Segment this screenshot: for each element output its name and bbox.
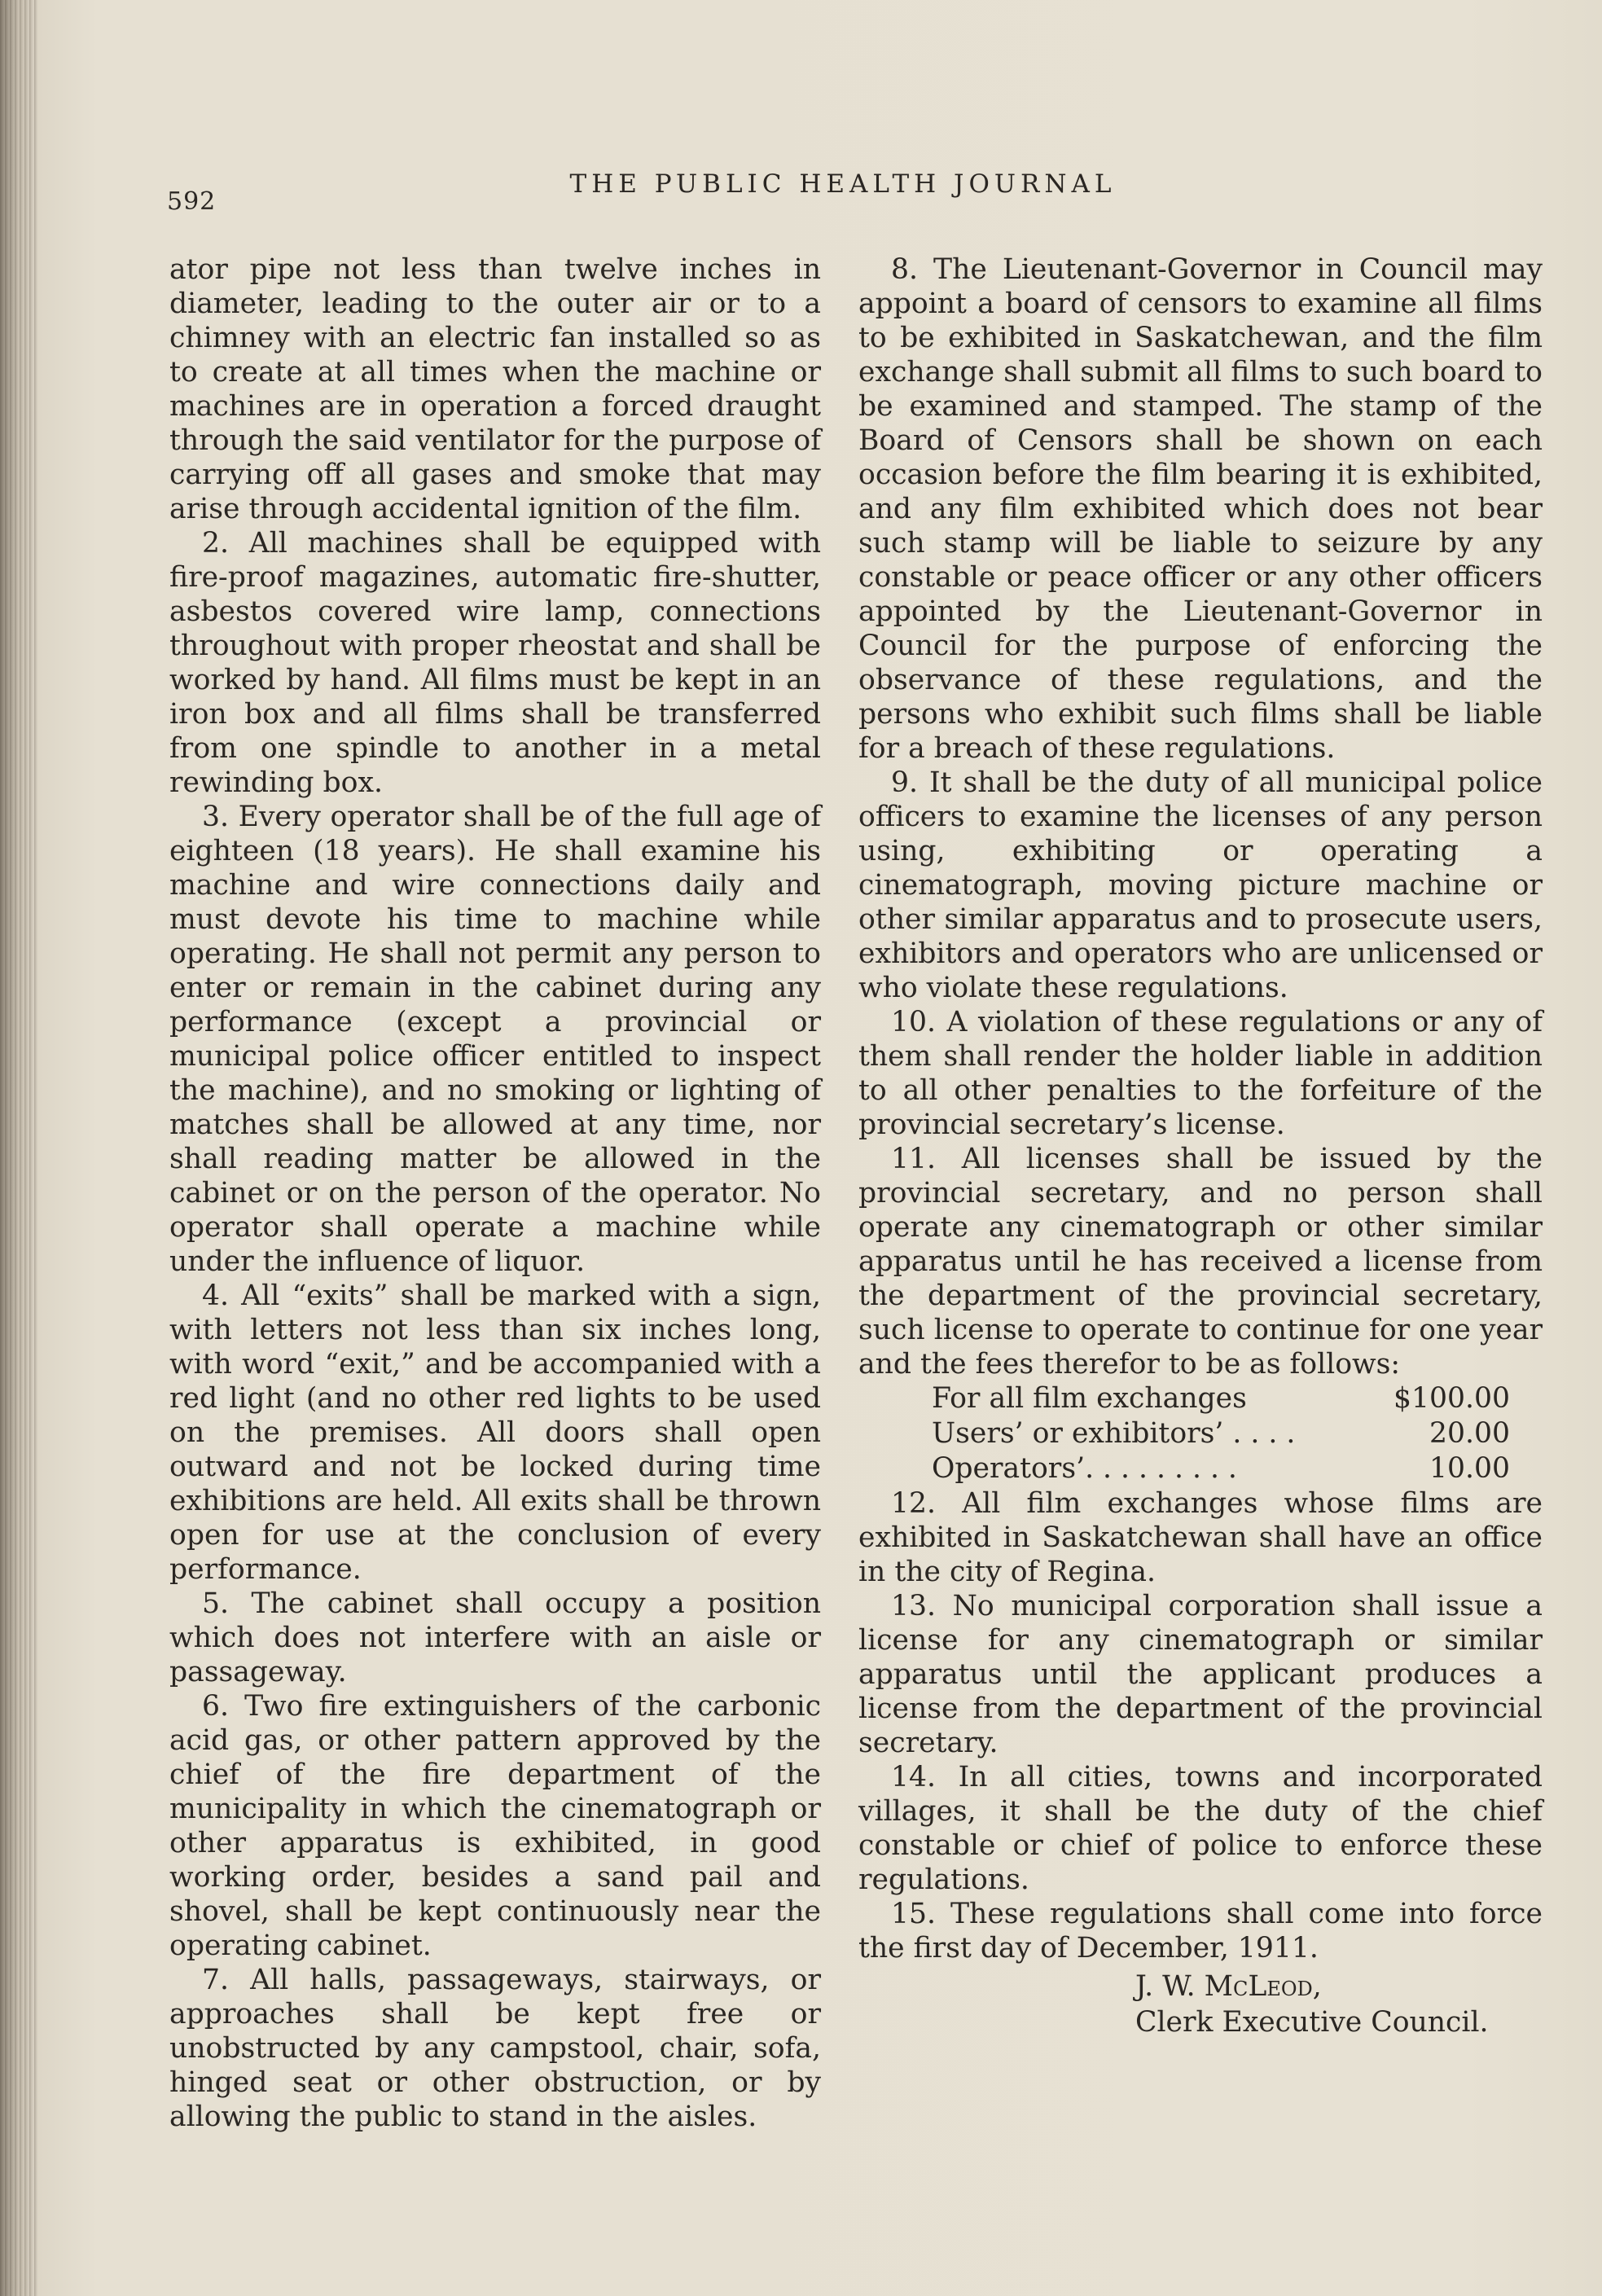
fee-label: Users’ or exhibitors’ . . . . xyxy=(932,1417,1296,1450)
page-binding-edge xyxy=(0,0,37,2296)
left-column xyxy=(169,252,821,2134)
fee-row xyxy=(932,1381,1510,1416)
fee-amount: 20.00 xyxy=(1429,1417,1510,1450)
paragraph-15: 15. These regulations shall come into force the first day of December, 1911. xyxy=(858,1898,1543,1965)
fee-label: Operators’. . . . . . . . . xyxy=(932,1452,1237,1485)
paragraph-11: 11. All licenses shall be issued by the provincial secretary, and no person shall operate any cinematograph or other similar apparatus until he has received a license from the department of the provincial secretary, such license to operate to continue for one year and the fees therefor to be as follows: xyxy=(858,1143,1543,1381)
paragraph-12: 12. All film exchanges whose films are exhibited in Saskatchewan shall have an office in the city of Regina. xyxy=(858,1487,1543,1588)
paragraph-13: 13. No municipal corporation shall issue a license for any cinematograph or similar apparatus until the applicant produces a license from the department of the provincial secretary. xyxy=(858,1590,1543,1759)
paragraph-7: 7. All halls, passageways, stairways, or approaches shall be kept free or unobstructed by any campstool, chair, sofa, hinged seat or other obstruction, or by allowing the public to stand in the aisles. xyxy=(169,1964,821,2133)
signature-name: J. W. McLeod, xyxy=(1135,1970,1322,2003)
journal-title: THE PUBLIC HEALTH JOURNAL xyxy=(569,169,1117,199)
paragraph-14: 14. In all cities, towns and incorporated villages, it shall be the duty of the chief constable or chief of police to enforce these regulations. xyxy=(858,1761,1543,1896)
paragraph-10: 10. A violation of these regulations or any of them shall render the holder liable in addition to all other penalties to the forfeiture of the provincial secretary’s license. xyxy=(858,1006,1543,1141)
fee-row xyxy=(932,1451,1510,1486)
fee-table xyxy=(932,1381,1510,1486)
paragraph-6: 6. Two fire extinguishers of the carbonic acid gas, or other pattern approved by the chief of the fire department of the municipality in which the cinematograph or other apparatus is exhibited, in good working order, besides a sand pail and shovel, shall be kept continuously near the operating cabinet. xyxy=(169,1690,821,1962)
paragraph-8: 8. The Lieutenant-Governor in Council may appoint a board of censors to examine all films to be exhibited in Saskatchewan, and the film exchange shall submit all films to such board to be examined and stamped. The stamp of the Board of Censors shall be shown on each occasion before the film bearing it is exhibited, and any film exhibited which does not bear such stamp will be liable to seizure by any constable or peace officer or any other officers appointed by the Lieutenant-Governor in Council for the purpose of enforcing the observance of these regulations, and the persons who exhibit such films shall be liable for a breach of these regulations. xyxy=(858,253,1543,765)
fee-amount: $100.00 xyxy=(1394,1382,1510,1415)
fee-label: For all film exchanges xyxy=(932,1382,1247,1415)
paragraph-2: 2. All machines shall be equipped with fire-proof magazines, automatic fire-shutter, asbestos covered wire lamp, connections throughout with proper rheostat and shall be worked by hand. All films must be kept in an iron box and all films shall be transferred from one spindle to another in a metal rewinding box. xyxy=(169,527,821,799)
signature-block xyxy=(1135,1969,1543,2040)
page-number: 592 xyxy=(167,187,217,216)
paragraph-5: 5. The cabinet shall occupy a position which does not interfere with an aisle or passageway. xyxy=(169,1587,821,1688)
page-header xyxy=(167,169,1519,216)
right-column xyxy=(858,252,1543,2040)
paragraph-9: 9. It shall be the duty of all municipal police officers to examine the licenses of any person using, exhibiting or operating a cinematograph, moving picture machine or other similar apparatus and to prosecute users, exhibitors and operators who are unlicensed or who violate these regulations. xyxy=(858,766,1543,1004)
fee-row xyxy=(932,1416,1510,1451)
paragraph-3: 3. Every operator shall be of the full age of eighteen (18 years). He shall examine his machine and wire connections daily and must devote his time to machine while operating. He shall not permit any person to enter or remain in the cabinet during any performance (except a provincial or municipal police officer entitled to inspect the machine), and no smoking or lighting of matches shall be allowed at any time, nor shall reading matter be allowed in the cabinet or on the person of the operator. No operator shall operate a machine while under the influence of liquor. xyxy=(169,801,821,1278)
signature-title: Clerk Executive Council. xyxy=(1135,2006,1489,2039)
paragraph-continued: ator pipe not less than twelve inches in diameter, leading to the outer air or to a chimney with an electric fan installed so as to create at all times when the machine or machines are in operation a forced draught through the said ventilator for the purpose of carrying off all gases and smoke that may arise through accidental ignition of the film. xyxy=(169,253,821,525)
fee-amount: 10.00 xyxy=(1429,1452,1510,1485)
paragraph-4: 4. All “exits” shall be marked with a sign, with letters not less than six inches long, with word “exit,” and be accompanied with a red light (and no other red lights to be used on the premises. All doors shall open outward and not be locked during time exhibitions are held. All exits shall be thrown open for use at the conclusion of every performance. xyxy=(169,1280,821,1586)
